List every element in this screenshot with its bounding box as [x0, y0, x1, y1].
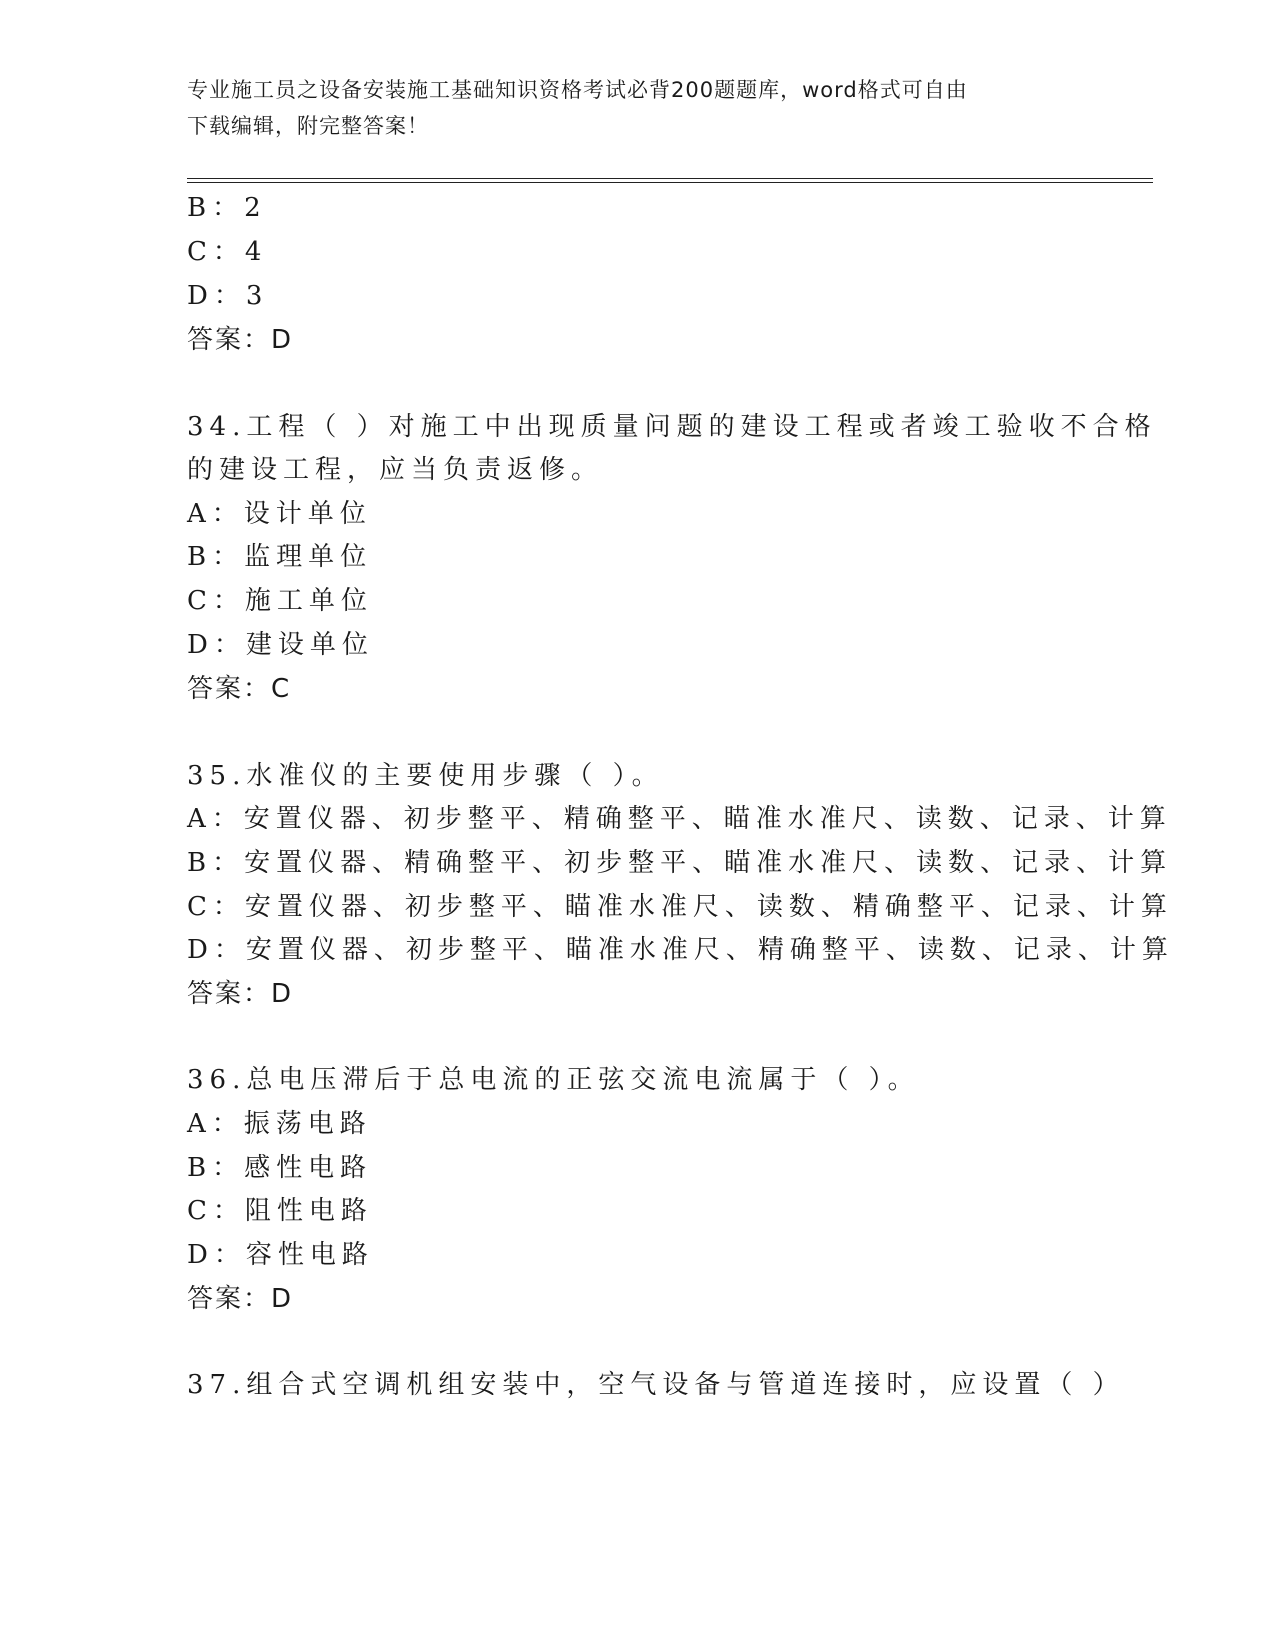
option-text: 安置仪器、初步整平、瞄准水准尺、读数、精确整平、记录、计算 [244, 892, 1173, 922]
question-stem: 37.组合式空调机组安装中，空气设备与管道连接时，应设置（ ） [187, 1370, 1125, 1400]
question-stem: 36.总电压滞后于总电流的正弦交流电流属于（ ）。 [187, 1065, 920, 1095]
option-letter: C： [187, 237, 245, 267]
header-line-2: 下载编辑，附完整答案！ [187, 114, 429, 138]
option-text: 4 [244, 237, 268, 267]
question-stem: 的建设工程，应当负责返修。 [187, 455, 604, 485]
option-text: 3 [245, 281, 269, 311]
option-letter: B： [187, 193, 245, 223]
option-letter: A： [187, 1109, 244, 1139]
option-letter: B： [187, 542, 245, 572]
option-line [187, 497, 372, 531]
header-divider-bottom [187, 182, 1153, 183]
option-line [187, 1238, 374, 1272]
question-stem: 34.工程（ ）对施工中出现质量问题的建设工程或者竣工验收不合格 [187, 412, 1157, 442]
option-letter: D： [187, 630, 246, 660]
answer-line: 答案：C [187, 674, 292, 704]
option-text: 阻性电路 [244, 1196, 373, 1226]
option-text: 振荡电路 [243, 1109, 372, 1139]
option-line [187, 802, 1172, 836]
option-text: 容性电路 [245, 1240, 374, 1270]
answer-line: 答案：D [187, 325, 294, 355]
answer-line: 答案：D [187, 979, 294, 1009]
option-letter: B： [187, 1153, 245, 1183]
option-line [187, 235, 267, 269]
option-line [187, 540, 372, 574]
option-line [187, 584, 373, 618]
question-stem: 35.水准仪的主要使用步骤（ ）。 [187, 761, 664, 791]
option-text: 施工单位 [244, 586, 373, 616]
option-letter: B： [187, 848, 245, 878]
option-line [187, 846, 1172, 880]
option-line [187, 1107, 372, 1141]
option-letter: C： [187, 892, 245, 922]
option-text: 安置仪器、初步整平、瞄准水准尺、精确整平、读数、记录、计算 [245, 935, 1174, 965]
option-letter: C： [187, 1196, 245, 1226]
option-letter: A： [187, 499, 244, 529]
option-text: 监理单位 [244, 542, 373, 572]
header-divider-top [187, 178, 1153, 179]
option-text: 安置仪器、精确整平、初步整平、瞄准水准尺、读数、记录、计算 [244, 848, 1173, 878]
option-letter: C： [187, 586, 245, 616]
header-line-1: 专业施工员之设备安装施工基础知识资格考试必背200题题库，word格式可自由 [187, 78, 968, 102]
option-letter: D： [187, 1240, 246, 1270]
option-letter: D： [187, 935, 246, 965]
option-line [187, 890, 1173, 924]
answer-line: 答案：D [187, 1284, 294, 1314]
option-line [187, 628, 374, 662]
option-line [187, 1151, 372, 1185]
option-line [187, 1194, 373, 1228]
option-line [187, 191, 267, 225]
option-line [187, 279, 268, 313]
option-line [187, 933, 1174, 967]
option-text: 设计单位 [243, 499, 372, 529]
option-letter: D： [187, 281, 246, 311]
option-text: 感性电路 [244, 1153, 373, 1183]
option-text: 建设单位 [245, 630, 374, 660]
option-text: 2 [244, 193, 267, 223]
document-header [187, 72, 1087, 144]
option-letter: A： [187, 804, 244, 834]
option-text: 安置仪器、初步整平、精确整平、瞄准水准尺、读数、记录、计算 [243, 804, 1172, 834]
